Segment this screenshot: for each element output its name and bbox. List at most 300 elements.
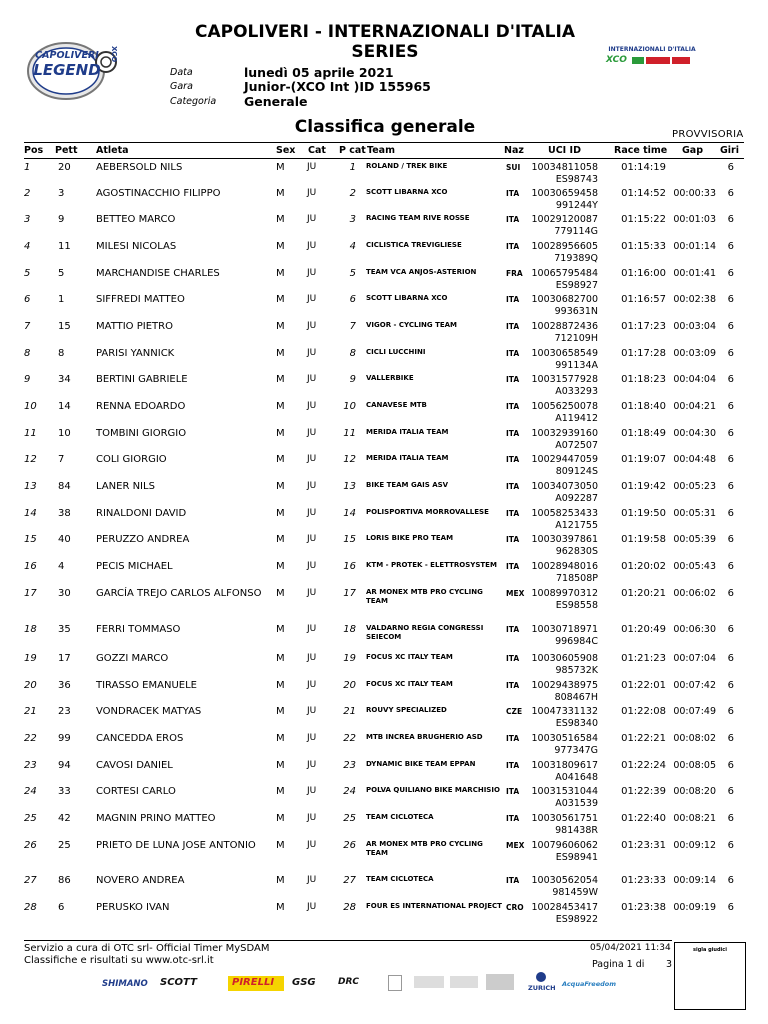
- cell-uci-id: 10029438975: [531, 680, 598, 691]
- cell-uci-id-suffix: 993631N: [554, 306, 598, 317]
- right-logo-line2: XCO: [606, 55, 627, 65]
- cell-race-time: 01:16:57: [621, 294, 666, 305]
- cell-pos: 28: [24, 902, 37, 913]
- cell-laps: 6: [727, 481, 734, 492]
- cell-athlete: TIRASSO EMANUELE: [96, 680, 197, 691]
- cell-team: SCOTT LIBARNA XCO: [366, 294, 448, 302]
- cell-pos: 6: [24, 294, 31, 305]
- cell-nationality: MEX: [506, 841, 525, 850]
- cell-pett: 86: [58, 875, 71, 886]
- cell-pos: 21: [24, 706, 37, 717]
- cell-athlete: NOVERO ANDREA: [96, 875, 185, 886]
- page-subtitle: Classifica generale: [294, 117, 476, 137]
- cell-cat: JU: [307, 680, 317, 690]
- cell-pos: 13: [24, 481, 37, 492]
- cell-race-time: 01:23:31: [621, 840, 666, 851]
- cell-pcat: 20: [343, 680, 356, 691]
- cell-uci-id-suffix: 719389Q: [554, 253, 598, 264]
- sponsor-logo-small-2: [414, 976, 444, 988]
- cell-cat: JU: [307, 760, 317, 770]
- cell-pcat: 3: [349, 214, 356, 225]
- cell-pett: 1: [58, 294, 65, 305]
- page-label: Pagina 1 di: [592, 959, 645, 970]
- col-pett: Pett: [55, 145, 78, 156]
- cell-laps: 6: [727, 428, 734, 439]
- cell-team: SCOTT LIBARNA XCO: [366, 188, 448, 196]
- cell-gap: 00:07:49: [673, 706, 716, 717]
- cell-race-time: 01:20:02: [621, 561, 666, 572]
- cell-athlete: RENNA EDOARDO: [96, 401, 186, 412]
- cell-laps: 6: [727, 760, 734, 771]
- cell-cat: JU: [307, 214, 317, 224]
- cell-laps: 6: [727, 561, 734, 572]
- cell-sex: M: [276, 268, 285, 279]
- cell-gap: 00:05:39: [673, 534, 716, 545]
- cell-athlete: TOMBINI GIORGIO: [96, 428, 187, 439]
- cell-athlete: CANCEDDA EROS: [96, 733, 184, 744]
- cell-team: VALLERBIKE: [366, 374, 414, 382]
- cell-gap: 00:04:48: [673, 454, 716, 465]
- cell-gap: 00:08:21: [673, 813, 716, 824]
- cell-nationality: CZE: [506, 707, 523, 716]
- cell-laps: 6: [727, 508, 734, 519]
- cell-pcat: 4: [349, 241, 356, 252]
- cell-uci-id-suffix: 985732K: [555, 665, 598, 676]
- cell-laps: 6: [727, 588, 734, 599]
- cell-team: ROUVY SPECIALIZED: [366, 706, 447, 714]
- cell-uci-id: 10030605908: [531, 653, 598, 664]
- footer-rule: [24, 940, 672, 941]
- cell-nationality: ITA: [506, 625, 520, 634]
- cell-nationality: ITA: [506, 455, 520, 464]
- page-total: 3: [666, 959, 673, 970]
- cell-uci-id-suffix: ES98743: [555, 174, 598, 185]
- col-atleta: Atleta: [96, 145, 129, 156]
- cell-pett: 14: [58, 401, 71, 412]
- cell-race-time: 01:22:01: [621, 680, 666, 691]
- cell-pos: 8: [24, 348, 31, 359]
- cell-gap: 00:03:04: [673, 321, 716, 332]
- cell-uci-id-suffix: A041648: [555, 772, 598, 783]
- cell-race-time: 01:22:08: [621, 706, 666, 717]
- cell-pcat: 19: [343, 653, 356, 664]
- sponsor-drc: DRC: [338, 977, 360, 987]
- cell-nationality: SUI: [506, 163, 521, 172]
- cell-team: ROLAND / TREK BIKE: [366, 162, 448, 170]
- cell-laps: 6: [727, 840, 734, 851]
- cell-athlete: MILESI NICOLAS: [96, 241, 177, 252]
- cell-sex: M: [276, 902, 285, 913]
- sponsor-logo-small-3: [450, 976, 478, 988]
- cell-race-time: 01:16:00: [621, 268, 666, 279]
- cell-pett: 35: [58, 624, 71, 635]
- cell-sex: M: [276, 653, 285, 664]
- right-logo-line1: INTERNAZIONALI D'ITALIA: [608, 46, 696, 53]
- cell-uci-id-suffix: 718508P: [556, 573, 598, 584]
- cell-uci-id: 10079606062: [531, 840, 598, 851]
- cell-nationality: ITA: [506, 242, 520, 251]
- cell-cat: JU: [307, 294, 317, 304]
- cell-athlete: GOZZI MARCO: [96, 653, 169, 664]
- cell-nationality: ITA: [506, 189, 520, 198]
- cell-team: POLISPORTIVA MORROVALLESE: [366, 508, 489, 516]
- cell-nationality: ITA: [506, 509, 520, 518]
- cell-race-time: 01:21:23: [621, 653, 666, 664]
- cell-sex: M: [276, 162, 285, 173]
- header-top-rule: [24, 142, 744, 143]
- cell-nationality: ITA: [506, 814, 520, 823]
- cell-laps: 6: [727, 813, 734, 824]
- cell-gap: 00:05:23: [673, 481, 716, 492]
- cell-pcat: 6: [349, 294, 356, 305]
- cell-uci-id-suffix: 981438R: [555, 825, 598, 836]
- cell-uci-id-suffix: 996984C: [555, 636, 598, 647]
- cell-laps: 6: [727, 188, 734, 199]
- cell-pos: 24: [24, 786, 37, 797]
- cell-pcat: 26: [343, 840, 356, 851]
- cell-athlete: PRIETO DE LUNA JOSE ANTONIO: [96, 840, 256, 851]
- cell-pett: 4: [58, 561, 65, 572]
- cell-pcat: 25: [343, 813, 356, 824]
- cell-race-time: 01:15:22: [621, 214, 666, 225]
- cell-uci-id-suffix: 981459W: [552, 887, 598, 898]
- cell-pcat: 12: [343, 454, 356, 465]
- cell-cat: JU: [307, 374, 317, 384]
- cell-athlete: PERUZZO ANDREA: [96, 534, 190, 545]
- sponsor-shimano: SHIMANO: [102, 979, 148, 989]
- cell-uci-id-suffix: A031539: [555, 798, 598, 809]
- cell-laps: 6: [727, 294, 734, 305]
- cell-cat: JU: [307, 840, 317, 850]
- cell-nationality: ITA: [506, 681, 520, 690]
- cell-sex: M: [276, 813, 285, 824]
- cell-gap: 00:04:21: [673, 401, 716, 412]
- data-value: lunedì 05 aprile 2021: [244, 65, 394, 80]
- cell-uci-id-suffix: 809124S: [555, 466, 598, 477]
- cell-pett: 7: [58, 454, 65, 465]
- left-logo-side: XCO: [110, 46, 118, 63]
- cell-sex: M: [276, 760, 285, 771]
- cell-athlete: MAGNIN PRINO MATTEO: [96, 813, 216, 824]
- cell-sex: M: [276, 401, 285, 412]
- cell-gap: 00:02:38: [673, 294, 716, 305]
- event-title: [130, 22, 640, 62]
- cell-nationality: ITA: [506, 562, 520, 571]
- cell-pos: 1: [24, 162, 31, 173]
- cell-pett: 30: [58, 588, 71, 599]
- cell-athlete: PECIS MICHAEL: [96, 561, 173, 572]
- sign-label: sigla giudici: [693, 947, 727, 953]
- cell-laps: 6: [727, 321, 734, 332]
- cell-nationality: ITA: [506, 322, 520, 331]
- cell-race-time: 01:22:39: [621, 786, 666, 797]
- footer-timestamp: 05/04/2021 11:34: [590, 943, 671, 953]
- cell-race-time: 01:18:49: [621, 428, 666, 439]
- cell-pcat: 11: [343, 428, 356, 439]
- cell-gap: 00:09:12: [673, 840, 716, 851]
- cell-sex: M: [276, 561, 285, 572]
- cell-pcat: 9: [349, 374, 356, 385]
- cell-gap: 00:03:09: [673, 348, 716, 359]
- cell-pos: 14: [24, 508, 37, 519]
- cell-uci-id-suffix: ES98340: [555, 718, 598, 729]
- cell-team: FOUR ES INTERNATIONAL PROJECT: [366, 902, 502, 910]
- cell-cat: JU: [307, 348, 317, 358]
- cell-pcat: 21: [343, 706, 356, 717]
- cell-uci-id-suffix: 977347G: [554, 745, 598, 756]
- col-team: Team: [367, 145, 395, 156]
- cell-uci-id-suffix: A121755: [555, 520, 598, 531]
- cell-pett: 99: [58, 733, 71, 744]
- cell-nationality: ITA: [506, 535, 520, 544]
- cell-sex: M: [276, 481, 285, 492]
- cell-uci-id: 10031809617: [531, 760, 598, 771]
- cell-uci-id: 10034811058: [531, 162, 598, 173]
- cell-cat: JU: [307, 653, 317, 663]
- cell-uci-id: 10030659458: [531, 188, 598, 199]
- cell-pos: 5: [24, 268, 31, 279]
- cell-pos: 2: [24, 188, 31, 199]
- col-uci: UCI ID: [548, 145, 581, 156]
- cell-uci-id-suffix: ES98941: [555, 852, 598, 863]
- cell-pcat: 22: [343, 733, 356, 744]
- cell-laps: 6: [727, 454, 734, 465]
- cell-cat: JU: [307, 401, 317, 411]
- capoliveri-legend-logo: [26, 40, 118, 102]
- gara-value: Junior-(XCO Int )ID 155965: [244, 79, 431, 94]
- cell-laps: 6: [727, 241, 734, 252]
- cell-pos: 16: [24, 561, 37, 572]
- cell-uci-id: 10030516584: [531, 733, 598, 744]
- cell-laps: 6: [727, 624, 734, 635]
- cell-uci-id: 10058253433: [531, 508, 598, 519]
- cell-gap: 00:06:30: [673, 624, 716, 635]
- cell-sex: M: [276, 534, 285, 545]
- cell-pos: 10: [24, 401, 37, 412]
- sponsor-scott: SCOTT: [160, 977, 197, 988]
- cell-gap: 00:09:14: [673, 875, 716, 886]
- cell-race-time: 01:18:40: [621, 401, 666, 412]
- cell-pos: 4: [24, 241, 31, 252]
- col-sex: Sex: [276, 145, 296, 156]
- cell-team: DYNAMIC BIKE TEAM EPPAN: [366, 760, 476, 768]
- cell-team: FOCUS XC ITALY TEAM: [366, 680, 453, 688]
- cell-uci-id: 10030658549: [531, 348, 598, 359]
- cell-gap: 00:01:41: [673, 268, 716, 279]
- cell-pett: 17: [58, 653, 71, 664]
- cell-nationality: ITA: [506, 761, 520, 770]
- left-logo-line1: CAPOLIVERI: [35, 50, 99, 61]
- footer-results-link[interactable]: Classifiche e risultati su www.otc-srl.it: [24, 955, 214, 966]
- cell-uci-id: 10029447059: [531, 454, 598, 465]
- cell-uci-id: 10031577928: [531, 374, 598, 385]
- cell-gap: 00:07:42: [673, 680, 716, 691]
- cell-pos: 26: [24, 840, 37, 851]
- cell-cat: JU: [307, 733, 317, 743]
- sponsor-zurich: ZURICH: [528, 984, 556, 992]
- table-header: [0, 144, 768, 158]
- cell-athlete: CAVOSI DANIEL: [96, 760, 173, 771]
- cell-cat: JU: [307, 588, 317, 598]
- cell-pcat: 18: [343, 624, 356, 635]
- cell-race-time: 01:15:33: [621, 241, 666, 252]
- cell-laps: 6: [727, 902, 734, 913]
- cell-sex: M: [276, 706, 285, 717]
- cell-uci-id-suffix: A119412: [555, 413, 598, 424]
- cell-cat: JU: [307, 813, 317, 823]
- cell-laps: 6: [727, 214, 734, 225]
- cell-nationality: ITA: [506, 429, 520, 438]
- cell-athlete: VONDRACEK MATYAS: [96, 706, 202, 717]
- cell-race-time: 01:20:21: [621, 588, 666, 599]
- cell-nationality: CRO: [506, 903, 524, 912]
- cell-race-time: 01:22:24: [621, 760, 666, 771]
- cell-sex: M: [276, 624, 285, 635]
- cell-pett: 84: [58, 481, 71, 492]
- col-giri: Giri: [720, 145, 739, 156]
- header-bottom-rule: [24, 158, 744, 159]
- cell-laps: 6: [727, 875, 734, 886]
- cell-race-time: 01:23:38: [621, 902, 666, 913]
- cell-race-time: 01:20:49: [621, 624, 666, 635]
- cell-gap: 00:05:31: [673, 508, 716, 519]
- internazionali-italia-logo: [604, 46, 700, 70]
- cell-uci-id: 10056250078: [531, 401, 598, 412]
- cell-cat: JU: [307, 454, 317, 464]
- cell-athlete: LANER NILS: [96, 481, 155, 492]
- cell-team: VIGOR - CYCLING TEAM: [366, 321, 458, 329]
- cell-sex: M: [276, 840, 285, 851]
- cell-sex: M: [276, 321, 285, 332]
- data-label: Data: [170, 67, 193, 78]
- cell-nationality: FRA: [506, 269, 523, 278]
- cell-pcat: 1: [349, 162, 356, 173]
- cell-pos: 17: [24, 588, 37, 599]
- cell-uci-id: 10030718971: [531, 624, 598, 635]
- cell-nationality: ITA: [506, 876, 520, 885]
- cell-laps: 6: [727, 348, 734, 359]
- cell-race-time: 01:22:40: [621, 813, 666, 824]
- cell-uci-id: 10030397861: [531, 534, 598, 545]
- cell-race-time: 01:19:42: [621, 481, 666, 492]
- cell-uci-id: 10034073050: [531, 481, 598, 492]
- cell-pcat: 5: [349, 268, 356, 279]
- cell-team: MERIDA ITALIA TEAM: [366, 454, 449, 462]
- sponsor-acquafreedom: AcquaFreedom: [562, 980, 616, 988]
- cell-pos: 15: [24, 534, 37, 545]
- cell-uci-id: 10028948016: [531, 561, 598, 572]
- cell-sex: M: [276, 188, 285, 199]
- cell-team: TEAM CICLOTECA: [366, 813, 434, 821]
- cell-nationality: ITA: [506, 787, 520, 796]
- cell-athlete: MATTIO PIETRO: [96, 321, 173, 332]
- cell-pos: 27: [24, 875, 37, 886]
- cell-uci-id: 10031531044: [531, 786, 598, 797]
- cell-sex: M: [276, 508, 285, 519]
- cell-pett: 25: [58, 840, 71, 851]
- cell-nationality: ITA: [506, 482, 520, 491]
- cell-sex: M: [276, 214, 285, 225]
- cell-nationality: ITA: [506, 654, 520, 663]
- cell-laps: 6: [727, 162, 734, 173]
- cell-gap: 00:00:33: [673, 188, 716, 199]
- cell-race-time: 01:23:33: [621, 875, 666, 886]
- cell-uci-id: 10047331132: [531, 706, 598, 717]
- cell-uci-id: 10028872436: [531, 321, 598, 332]
- cell-pos: 3: [24, 214, 31, 225]
- cell-team: TEAM VCA ANJOS-ASTERION: [366, 268, 477, 276]
- cell-pos: 18: [24, 624, 37, 635]
- cell-pett: 38: [58, 508, 71, 519]
- cell-pett: 3: [58, 188, 65, 199]
- col-race-time: Race time: [614, 145, 668, 156]
- cell-pett: 11: [58, 241, 71, 252]
- cell-uci-id: 10030561751: [531, 813, 598, 824]
- cell-pett: 36: [58, 680, 71, 691]
- sponsor-logo-small-1: [388, 975, 402, 991]
- cell-pcat: 24: [343, 786, 356, 797]
- cell-uci-id-suffix: 991244Y: [555, 200, 598, 211]
- cell-race-time: 01:19:07: [621, 454, 666, 465]
- col-pcat: P cat: [339, 145, 366, 156]
- cell-gap: 00:01:14: [673, 241, 716, 252]
- cell-team: BIKE TEAM GAIS ASV: [366, 481, 449, 489]
- cell-team: MTB INCREA BRUGHERIO ASD: [366, 733, 483, 741]
- cell-cat: JU: [307, 902, 317, 912]
- sponsor-pirelli: PIRELLI: [232, 977, 275, 988]
- cell-pcat: 23: [343, 760, 356, 771]
- cell-team: AR MONEX MTB PRO CYCLING TEAM: [366, 588, 483, 605]
- cell-cat: JU: [307, 508, 317, 518]
- cell-race-time: 01:14:52: [621, 188, 666, 199]
- cell-athlete: BERTINI GABRIELE: [96, 374, 188, 385]
- cell-sex: M: [276, 733, 285, 744]
- categoria-value: Generale: [244, 94, 308, 109]
- cell-uci-id: 10065795484: [531, 268, 598, 279]
- cell-uci-id-suffix: ES98922: [555, 914, 598, 925]
- cell-pos: 25: [24, 813, 37, 824]
- cell-pcat: 17: [343, 588, 356, 599]
- cell-laps: 6: [727, 733, 734, 744]
- cell-gap: 00:04:30: [673, 428, 716, 439]
- cell-nationality: ITA: [506, 215, 520, 224]
- cell-pcat: 27: [343, 875, 356, 886]
- cell-laps: 6: [727, 680, 734, 691]
- cell-sex: M: [276, 374, 285, 385]
- cell-uci-id-suffix: 712109H: [554, 333, 598, 344]
- cell-laps: 6: [727, 706, 734, 717]
- cell-pett: 33: [58, 786, 71, 797]
- cell-uci-id: 10030562054: [531, 875, 598, 886]
- cell-gap: 00:08:02: [673, 733, 716, 744]
- cell-cat: JU: [307, 561, 317, 571]
- cell-pett: 94: [58, 760, 71, 771]
- cell-pett: 40: [58, 534, 71, 545]
- col-naz: Naz: [504, 145, 524, 156]
- cell-uci-id: 10028453417: [531, 902, 598, 913]
- cell-uci-id-suffix: 808467H: [554, 692, 598, 703]
- cell-cat: JU: [307, 534, 317, 544]
- cell-uci-id-suffix: A033293: [555, 386, 598, 397]
- cell-pett: 6: [58, 902, 65, 913]
- sponsor-strip: [0, 972, 768, 1002]
- cell-pett: 20: [58, 162, 71, 173]
- footer-service: Servizio a cura di OTC srl- Official Timer MySDAM: [24, 943, 270, 954]
- cell-cat: JU: [307, 268, 317, 278]
- cell-race-time: 01:17:23: [621, 321, 666, 332]
- cell-uci-id-suffix: A092287: [555, 493, 598, 504]
- left-logo-line2: LEGEND: [33, 61, 101, 79]
